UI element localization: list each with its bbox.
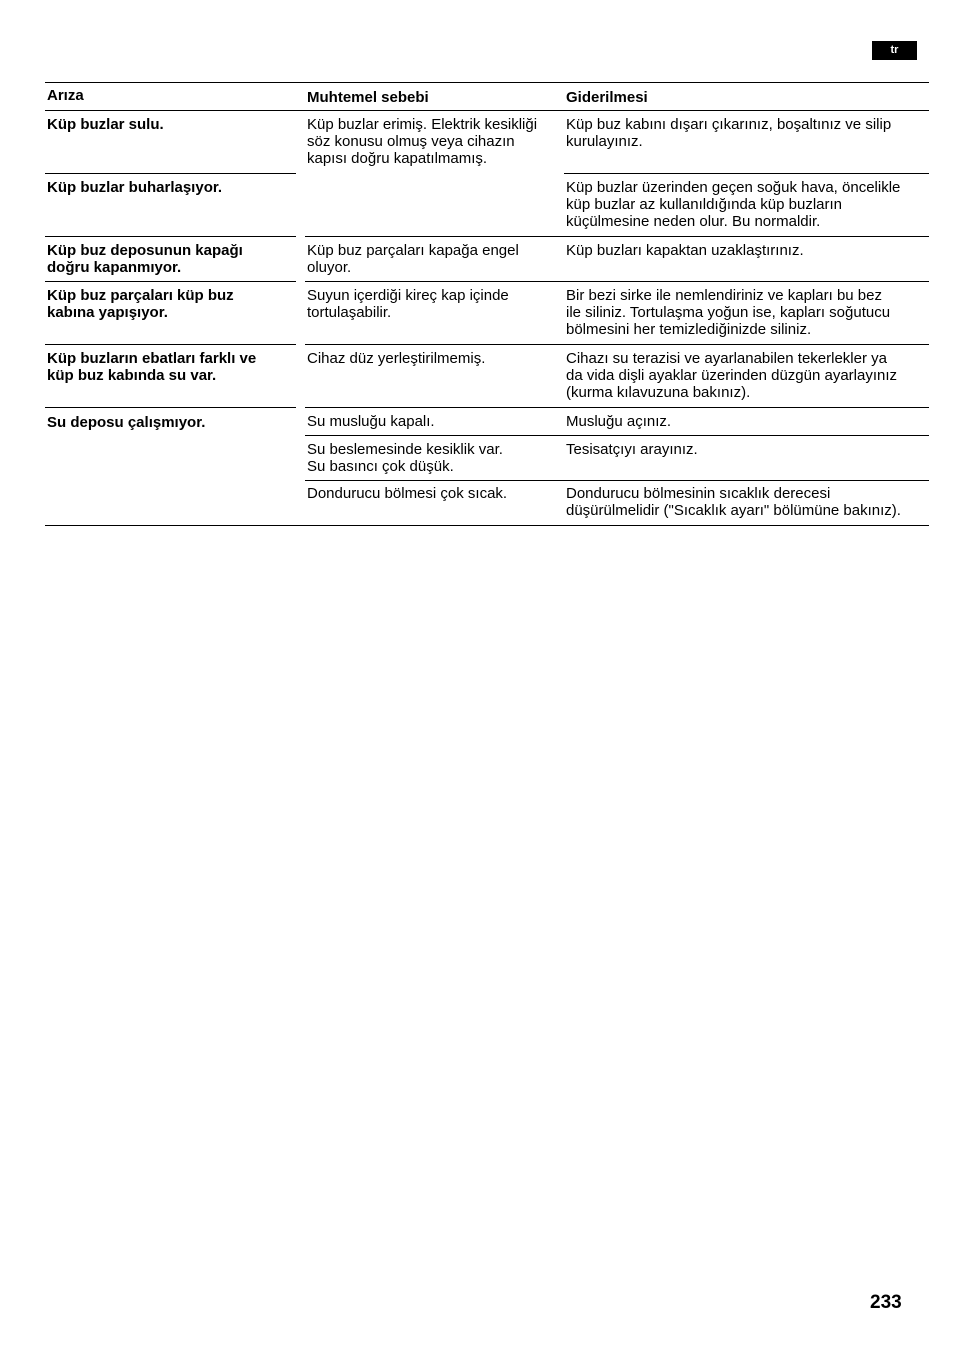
table-row-remedy: Bir bezi sirke ile nemlendiriniz ve kapları bu bez ile siliniz. Tortulaşma yoğun ise, kapları soğutucu bölmesini her temizlediğinizde siliniz. xyxy=(566,287,891,338)
language-badge: tr xyxy=(872,41,917,60)
page-number: 233 xyxy=(870,1292,902,1313)
row-rule xyxy=(45,236,296,237)
table-row-cause: Su musluğu kapalı. xyxy=(307,413,435,430)
table-row-cause: Küp buzlar erimiş. Elektrik kesikliği söz konusu olmuş veya cihazın kapısı doğru kapatılmamış. xyxy=(307,116,538,167)
table-row-remedy: Küp buzlar üzerinden geçen soğuk hava, öncelikle küp buzlar az kullanıldığında küp buzların küçülmesine neden olur. Bu normaldir. xyxy=(566,179,901,230)
row-rule xyxy=(305,435,929,436)
table-row-fault: Küp buzlar buharlaşıyor. xyxy=(47,179,223,196)
table-row-fault: Su deposu çalışmıyor. xyxy=(47,414,206,431)
table-row-cause: Cihaz düz yerleştirilmemiş. xyxy=(307,350,486,367)
row-rule xyxy=(45,344,296,345)
table-row-remedy: Dondurucu bölmesinin sıcaklık derecesi düşürülmelidir ("Sıcaklık ayarı" bölümüne bakınız). xyxy=(566,485,901,519)
row-rule xyxy=(45,173,296,174)
row-rule xyxy=(305,344,929,345)
table-bottom-rule xyxy=(45,525,929,526)
table-row-fault: Küp buz deposunun kapağı doğru kapanmıyor. xyxy=(47,242,243,276)
table-row-remedy: Küp buzları kapaktan uzaklaştırınız. xyxy=(566,242,804,259)
table-row-cause: Dondurucu bölmesi çok sıcak. xyxy=(307,485,508,502)
table-row-cause: Suyun içerdiği kireç kap içinde tortulaşabilir. xyxy=(307,287,509,321)
table-top-rule xyxy=(45,82,929,83)
header-fault: Arıza xyxy=(47,87,84,104)
table-row-remedy: Cihazı su terazisi ve ayarlanabilen tekerlekler ya da vida dişli ayaklar üzerinden düzgün ayarlayınız (kurma kılavuzuna bakınız). xyxy=(566,350,898,401)
row-rule xyxy=(45,407,296,408)
table-row-remedy: Tesisatçıyı arayınız. xyxy=(566,441,698,458)
row-rule xyxy=(305,236,929,237)
row-rule xyxy=(305,407,929,408)
header-rule xyxy=(45,110,929,111)
row-rule xyxy=(45,281,296,282)
table-row-remedy: Musluğu açınız. xyxy=(566,413,672,430)
row-rule xyxy=(305,281,929,282)
header-cause: Muhtemel sebebi xyxy=(307,89,429,106)
table-row-fault: Küp buzlar sulu. xyxy=(47,116,164,133)
header-remedy: Giderilmesi xyxy=(566,89,648,106)
row-rule xyxy=(564,173,929,174)
table-row-remedy: Küp buz kabını dışarı çıkarınız, boşaltınız ve silip kurulayınız. xyxy=(566,116,892,150)
table-row-cause: Küp buz parçaları kapağa engel oluyor. xyxy=(307,242,519,276)
table-row-fault: Küp buz parçaları küp buz kabına yapışıyor. xyxy=(47,287,234,321)
row-rule xyxy=(305,480,929,481)
table-row-cause: Su beslemesinde kesiklik var. Su basıncı çok düşük. xyxy=(307,441,503,475)
table-row-fault: Küp buzların ebatları farklı ve küp buz kabında su var. xyxy=(47,350,257,384)
